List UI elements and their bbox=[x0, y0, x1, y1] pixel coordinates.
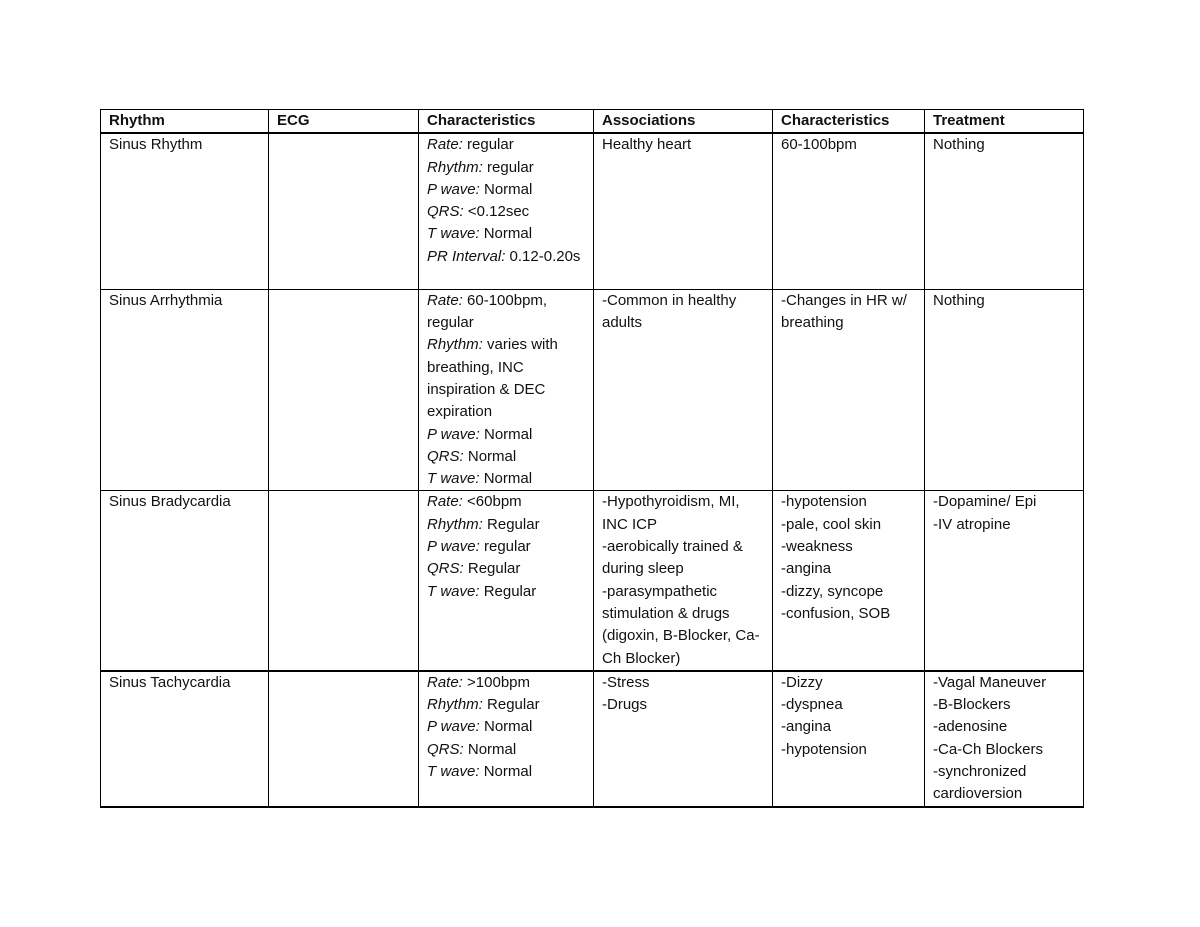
finding-item: -dyspnea bbox=[781, 696, 843, 714]
association-item: -Common in healthy adults bbox=[602, 291, 737, 332]
characteristic-value: Normal bbox=[483, 470, 533, 488]
characteristic-item bbox=[427, 424, 585, 446]
treatment-cell bbox=[925, 671, 1084, 807]
characteristic-value: Regular bbox=[483, 582, 537, 600]
characteristic-value: regular bbox=[467, 136, 514, 154]
characteristic-item bbox=[427, 536, 585, 558]
characteristic-label: PR Interval: bbox=[427, 247, 506, 265]
characteristic-label: Rate: bbox=[427, 136, 463, 154]
header-clinical-characteristics: Characteristics bbox=[773, 110, 925, 134]
rhythm-cell bbox=[101, 289, 269, 491]
clinical-characteristics-cell bbox=[773, 289, 925, 491]
characteristics-cell bbox=[419, 491, 594, 671]
characteristic-value: 0.12-0.20s bbox=[509, 247, 581, 265]
characteristic-label: QRS: bbox=[427, 740, 464, 758]
ecg-cell bbox=[269, 133, 419, 289]
characteristics-cell bbox=[419, 133, 594, 289]
characteristic-label: Rate: bbox=[427, 291, 463, 309]
header-row bbox=[101, 110, 1084, 134]
characteristic-label: T wave: bbox=[427, 225, 480, 243]
treatment-item: -Ca-Ch Blockers bbox=[933, 740, 1044, 758]
finding-item: -weakness bbox=[781, 538, 853, 556]
characteristic-item bbox=[427, 446, 585, 468]
associations-cell bbox=[594, 133, 773, 289]
treatment-cell bbox=[925, 491, 1084, 671]
characteristic-item bbox=[427, 739, 585, 761]
treatment-item: -Dopamine/ Epi bbox=[933, 493, 1037, 511]
characteristic-item bbox=[427, 246, 585, 268]
association-item: Healthy heart bbox=[602, 136, 692, 154]
characteristic-value: Normal bbox=[467, 740, 517, 758]
characteristic-label: QRS: bbox=[427, 447, 464, 465]
finding-item: -angina bbox=[781, 560, 832, 578]
characteristic-item bbox=[427, 581, 585, 603]
characteristic-value: <60bpm bbox=[467, 493, 522, 511]
ecg-cell bbox=[269, 289, 419, 491]
association-item: -Stress bbox=[602, 673, 650, 691]
characteristic-value: Normal bbox=[483, 425, 533, 443]
characteristics-cell bbox=[419, 289, 594, 491]
ecg-cell bbox=[269, 491, 419, 671]
characteristic-label: Rate: bbox=[427, 493, 463, 511]
characteristic-item bbox=[427, 134, 585, 156]
table-header bbox=[101, 110, 1084, 134]
finding-item: -pale, cool skin bbox=[781, 515, 882, 533]
header-associations: Associations bbox=[594, 110, 773, 134]
characteristic-item bbox=[427, 201, 585, 223]
treatment-item: -adenosine bbox=[933, 718, 1008, 736]
treatment-item: -B-Blockers bbox=[933, 696, 1011, 714]
characteristic-item bbox=[427, 468, 585, 490]
characteristic-item bbox=[427, 491, 585, 513]
characteristic-label: P wave: bbox=[427, 180, 480, 198]
treatment-item: Nothing bbox=[933, 291, 985, 309]
characteristic-item bbox=[427, 157, 585, 179]
associations-cell bbox=[594, 289, 773, 491]
treatment-item: -Vagal Maneuver bbox=[933, 673, 1047, 691]
characteristic-label: QRS: bbox=[427, 203, 464, 221]
characteristic-item bbox=[427, 716, 585, 738]
associations-cell bbox=[594, 671, 773, 807]
finding-item: -Dizzy bbox=[781, 673, 823, 691]
characteristic-value: Regular bbox=[487, 515, 540, 533]
characteristic-label: Rhythm: bbox=[427, 515, 483, 533]
finding-item: -hypotension bbox=[781, 493, 867, 511]
association-item: -Drugs bbox=[602, 696, 648, 714]
rhythm-name: Sinus Rhythm bbox=[109, 136, 203, 154]
characteristic-label: QRS: bbox=[427, 560, 464, 578]
characteristic-value: regular bbox=[483, 538, 531, 556]
header-treatment: Treatment bbox=[925, 110, 1084, 134]
characteristic-label: P wave: bbox=[427, 718, 480, 736]
characteristic-value: >100bpm bbox=[467, 673, 530, 691]
characteristic-label: Rhythm: bbox=[427, 336, 483, 354]
table-row bbox=[101, 289, 1084, 491]
clinical-characteristics-cell bbox=[773, 491, 925, 671]
clinical-characteristics-cell bbox=[773, 671, 925, 807]
characteristic-label: Rhythm: bbox=[427, 696, 483, 714]
finding-item: -confusion, SOB bbox=[781, 604, 891, 622]
characteristic-label: P wave: bbox=[427, 425, 480, 443]
characteristic-value: Normal bbox=[483, 180, 533, 198]
characteristic-value: Regular bbox=[487, 696, 540, 714]
characteristic-label: Rhythm: bbox=[427, 158, 483, 176]
treatment-item: Nothing bbox=[933, 136, 985, 154]
characteristic-item bbox=[427, 761, 585, 783]
characteristic-value: Normal bbox=[483, 763, 533, 781]
characteristic-item bbox=[427, 223, 585, 245]
association-item: -aerobically trained & during sleep bbox=[602, 538, 743, 578]
characteristic-label: T wave: bbox=[427, 763, 480, 781]
table-row bbox=[101, 671, 1084, 807]
characteristic-item bbox=[427, 334, 585, 423]
treatment-item: -IV atropine bbox=[933, 515, 1011, 533]
characteristic-value: Normal bbox=[483, 225, 533, 243]
rhythm-table bbox=[100, 109, 1084, 808]
characteristic-item bbox=[427, 290, 585, 335]
association-item: -Hypothyroidism, MI, INC ICP bbox=[602, 493, 740, 533]
header-characteristics: Characteristics bbox=[419, 110, 594, 134]
characteristic-value: Normal bbox=[467, 447, 517, 465]
characteristic-label: Rate: bbox=[427, 673, 463, 691]
treatment-cell bbox=[925, 133, 1084, 289]
finding-item: -angina bbox=[781, 718, 832, 736]
characteristic-item bbox=[427, 558, 585, 580]
characteristic-label: T wave: bbox=[427, 582, 480, 600]
table-body bbox=[101, 133, 1084, 806]
characteristics-cell bbox=[419, 671, 594, 807]
finding-item: -Changes in HR w/ breathing bbox=[781, 291, 907, 332]
rhythm-cell bbox=[101, 671, 269, 807]
header-rhythm: Rhythm bbox=[101, 110, 269, 134]
table-row bbox=[101, 133, 1084, 289]
associations-cell bbox=[594, 491, 773, 671]
characteristic-item bbox=[427, 694, 585, 716]
characteristic-item bbox=[427, 514, 585, 536]
table-row bbox=[101, 491, 1084, 671]
treatment-cell bbox=[925, 289, 1084, 491]
characteristic-value: <0.12sec bbox=[467, 203, 530, 221]
rhythm-name: Sinus Arrhythmia bbox=[109, 291, 223, 309]
characteristic-value: regular bbox=[487, 158, 534, 176]
characteristic-item bbox=[427, 179, 585, 201]
rhythm-name: Sinus Bradycardia bbox=[109, 493, 231, 511]
characteristic-label: T wave: bbox=[427, 470, 480, 488]
finding-item: -dizzy, syncope bbox=[781, 582, 884, 600]
clinical-characteristics-cell bbox=[773, 133, 925, 289]
characteristic-value: varies with breathing, INC inspiration & DEC expiration bbox=[427, 336, 558, 421]
characteristic-value: Normal bbox=[483, 718, 533, 736]
rhythm-name: Sinus Tachycardia bbox=[109, 673, 231, 691]
characteristic-label: P wave: bbox=[427, 538, 480, 556]
association-item: -parasympathetic stimulation & drugs (digoxin, B-Blocker, Ca-Ch Blocker) bbox=[602, 582, 760, 667]
characteristic-value: Regular bbox=[467, 560, 521, 578]
header-ecg: ECG bbox=[269, 110, 419, 134]
ecg-cell bbox=[269, 671, 419, 807]
finding-item: 60-100bpm bbox=[781, 136, 857, 154]
characteristic-item bbox=[427, 672, 585, 694]
rhythm-cell bbox=[101, 133, 269, 289]
finding-item: -hypotension bbox=[781, 740, 867, 758]
treatment-item: -synchronized cardioversion bbox=[933, 763, 1027, 803]
rhythm-cell bbox=[101, 491, 269, 671]
characteristic-value: 60-100bpm, regular bbox=[427, 291, 548, 332]
